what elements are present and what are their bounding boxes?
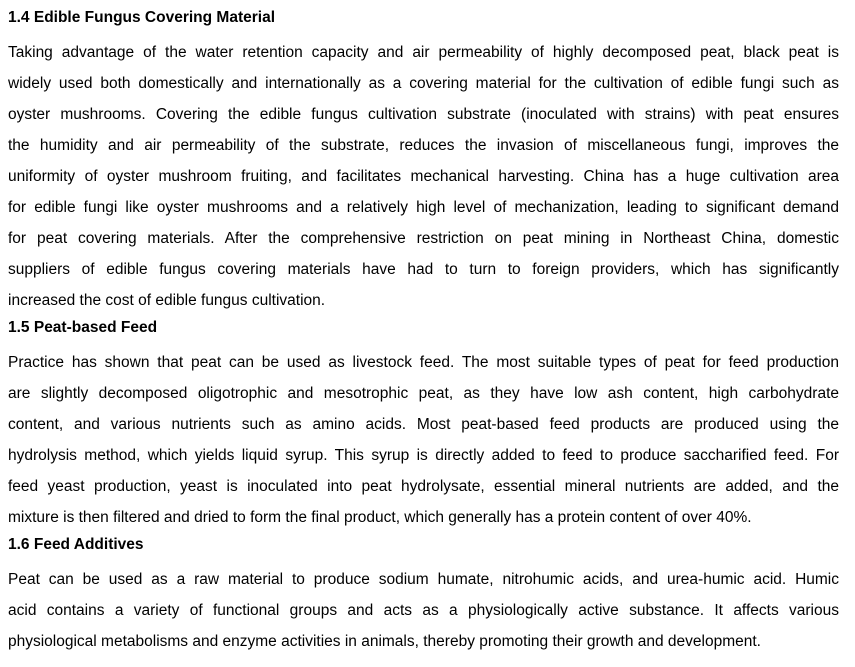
text-line: physiological metabolisms and enzyme activities in animals, thereby promoting their growth and development.	[8, 633, 761, 650]
section-1-6	[8, 533, 839, 657]
section-1-4	[8, 6, 839, 316]
section-heading: 1.4 Edible Fungus Covering Material	[8, 9, 275, 26]
text-line: the humidity and air permeability of the substrate, reduces the invasion of miscellaneous fungi, improves the	[8, 137, 839, 154]
text-line: oyster mushrooms. Covering the edible fungus cultivation substrate (inoculated with strains) with peat ensures	[8, 106, 839, 123]
text-line: Peat can be used as a raw material to produce sodium humate, nitrohumic acids, and urea-humic acid. Humic	[8, 571, 839, 588]
text-line: widely used both domestically and internationally as a covering material for the cultivation of edible fungi such as	[8, 75, 839, 92]
text-line: Taking advantage of the water retention capacity and air permeability of highly decomposed peat, black peat is	[8, 44, 839, 61]
text-line: content, and various nutrients such as amino acids. Most peat-based feed products are produced using the	[8, 416, 839, 433]
text-line: suppliers of edible fungus covering materials have had to turn to foreign providers, which has significantly	[8, 261, 839, 278]
section-heading: 1.6 Feed Additives	[8, 536, 144, 553]
text-line: for peat covering materials. After the comprehensive restriction on peat mining in Northeast China, domestic	[8, 230, 839, 247]
text-line: Practice has shown that peat can be used as livestock feed. The most suitable types of peat for feed production	[8, 354, 839, 371]
paragraph	[8, 347, 839, 533]
text-line: mixture is then filtered and dried to form the final product, which generally has a protein content of over 40%.	[8, 509, 752, 526]
paragraph	[8, 37, 839, 316]
text-line: acid contains a variety of functional groups and acts as a physiologically active substance. It affects various	[8, 602, 839, 619]
section-1-5	[8, 316, 839, 533]
paragraph	[8, 564, 839, 657]
text-line: are slightly decomposed oligotrophic and mesotrophic peat, as they have low ash content, high carbohydrate	[8, 385, 839, 402]
text-line: for edible fungi like oyster mushrooms and a relatively high level of mechanization, leading to significant demand	[8, 199, 839, 216]
text-line: increased the cost of edible fungus cultivation.	[8, 292, 326, 309]
text-line: hydrolysis method, which yields liquid syrup. This syrup is directly added to feed to produce saccharified feed. For	[8, 447, 839, 464]
text-line: feed yeast production, yeast is inoculated into peat hydrolysate, essential mineral nutrients are added, and the	[8, 478, 839, 495]
text-line: uniformity of oyster mushroom fruiting, and facilitates mechanical harvesting. China has a huge cultivation area	[8, 168, 839, 185]
section-heading: 1.5 Peat-based Feed	[8, 319, 158, 336]
